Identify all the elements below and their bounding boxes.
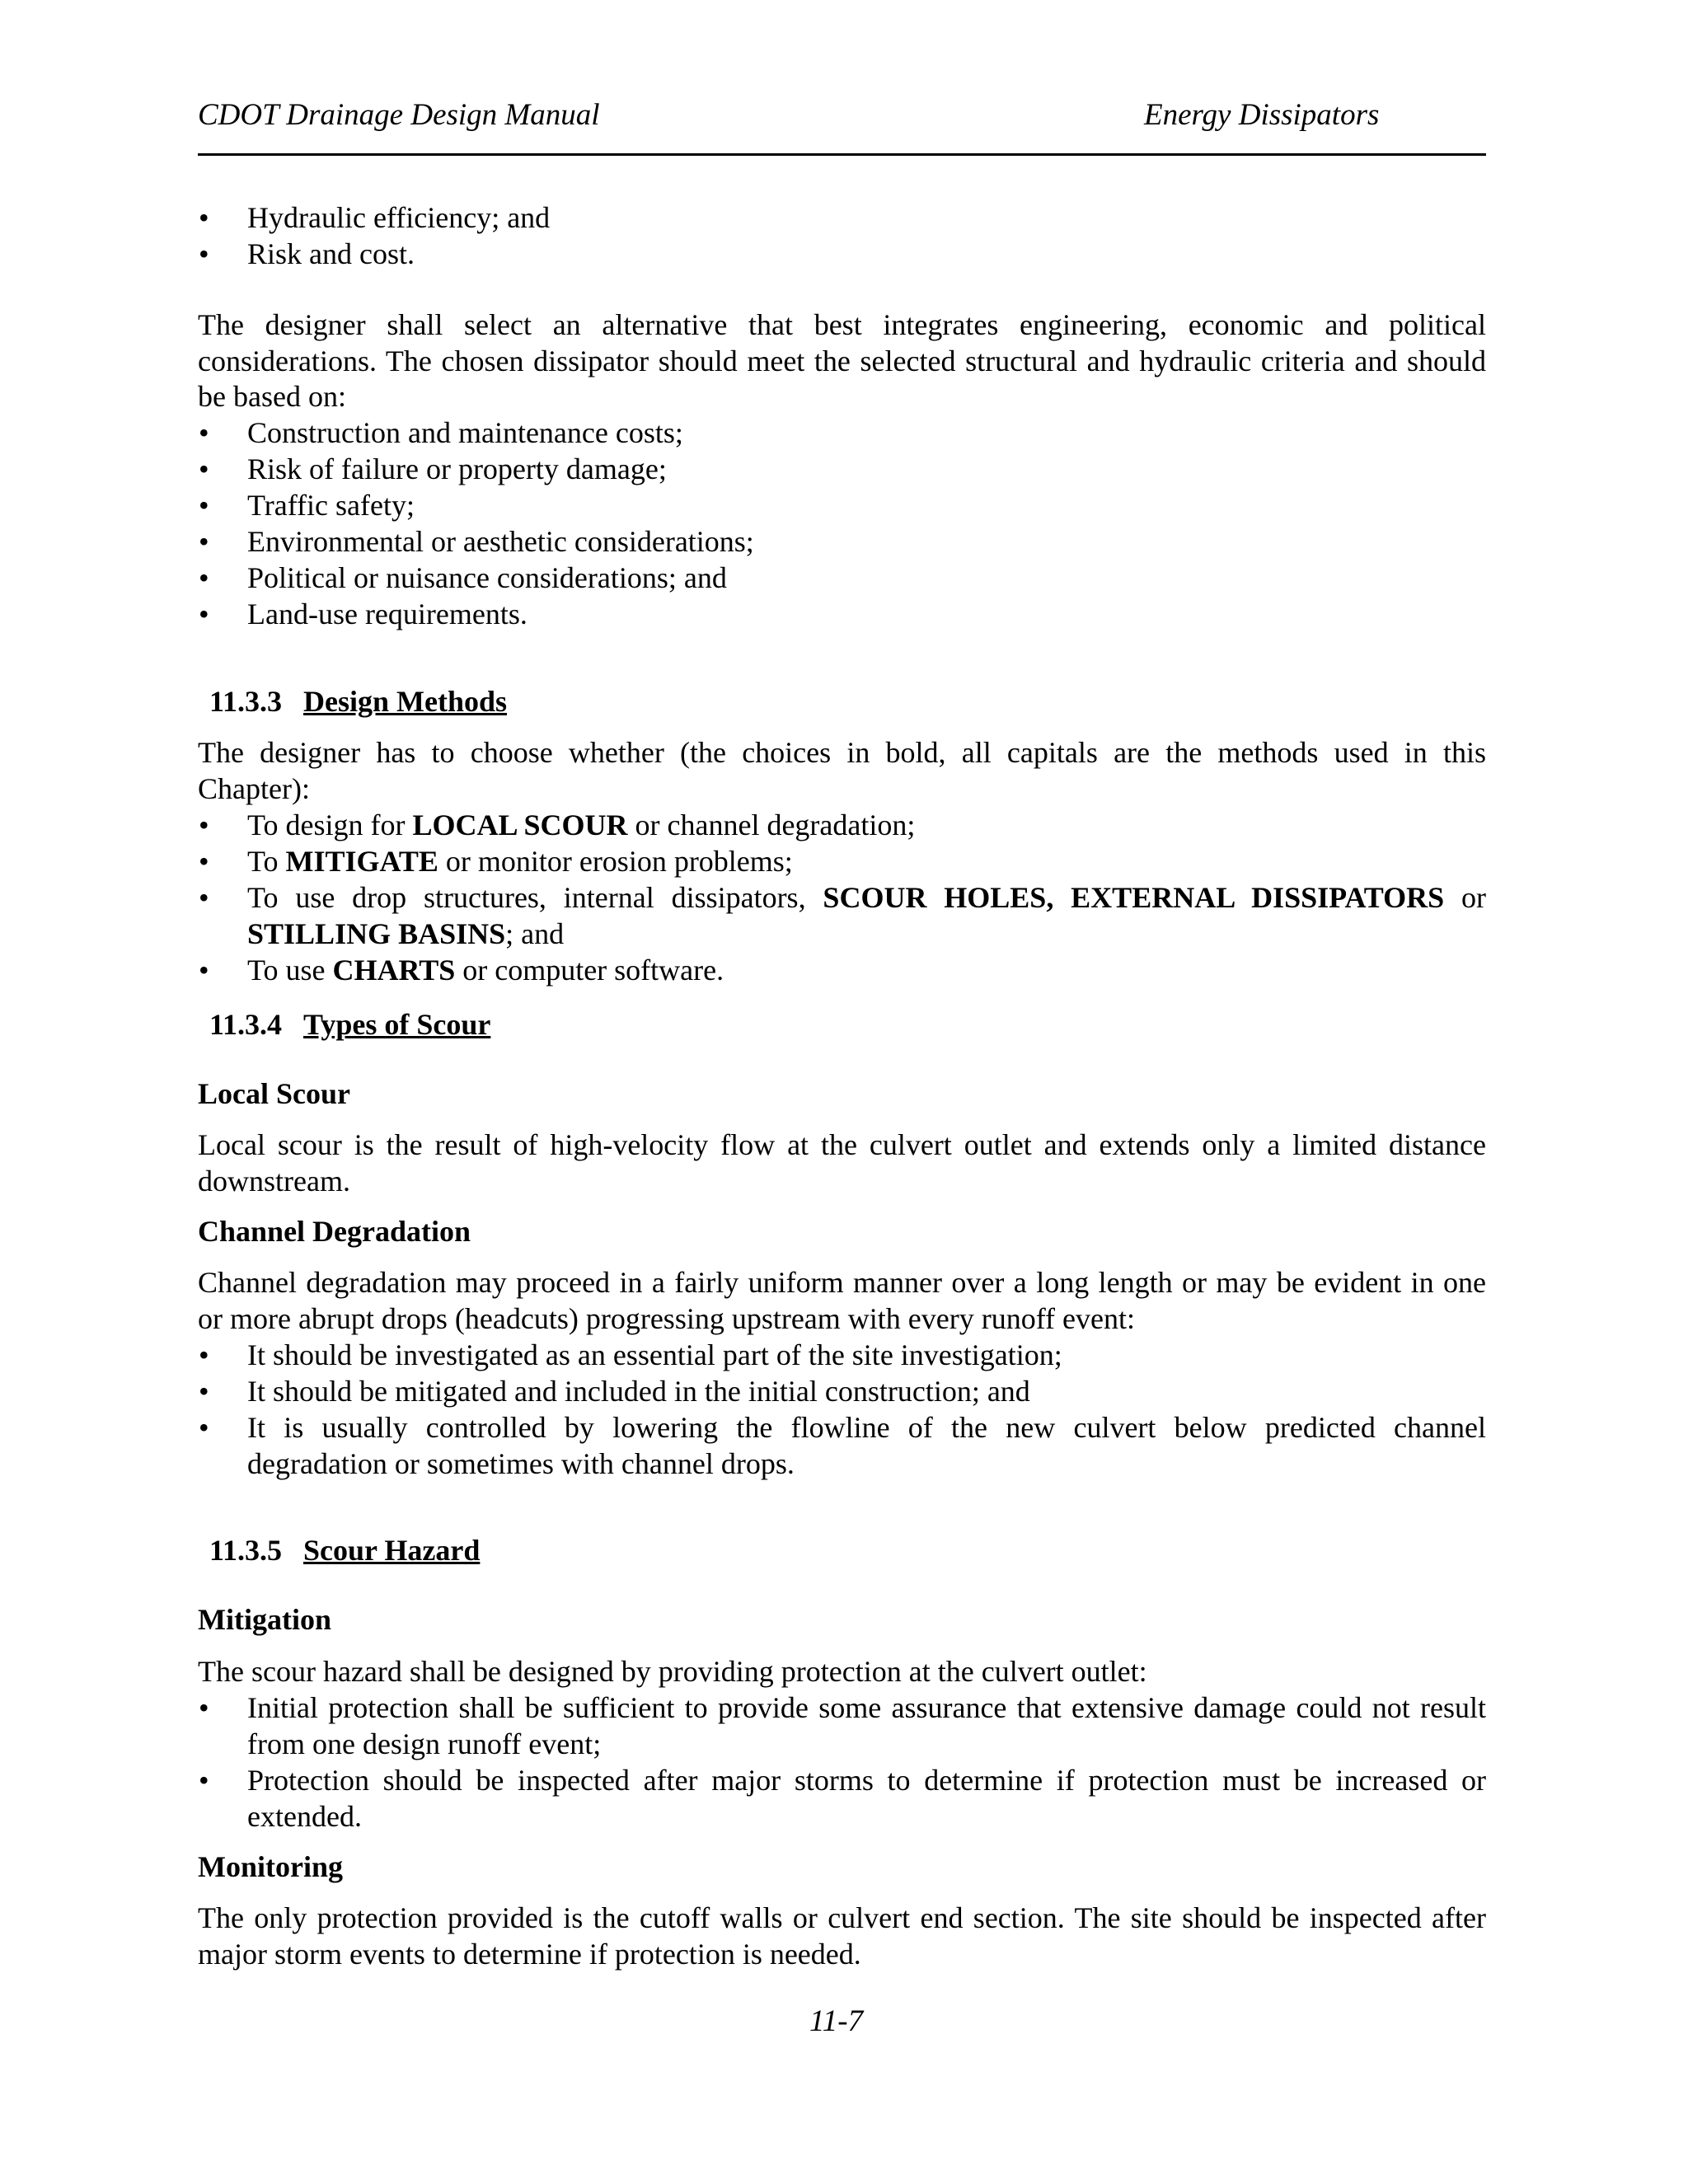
header-right: Energy Dissipators [1144,98,1380,132]
header-rule [198,153,1486,156]
bullet-icon: • [199,845,209,878]
paragraph-line: The scour hazard shall be designed by providing protection at the culvert outlet: [198,1655,1147,1688]
bullet-icon: • [199,808,209,841]
list-item: To use drop structures, internal dissipators, SCOUR HOLES, EXTERNAL DISSIPATORS or [247,881,1486,914]
list-item: Hydraulic efficiency; and [247,201,551,234]
list-item: It should be mitigated and included in the initial construction; and [247,1375,1030,1408]
list-item: It is usually controlled by lowering the flowline of the new culvert below predicted channel [247,1411,1486,1444]
subheading-mitigation: Mitigation [198,1603,331,1636]
list-item-continuation: extended. [247,1800,362,1833]
header-left: CDOT Drainage Design Manual [198,98,600,132]
section-heading-design-methods [209,683,507,719]
list-item: Protection should be inspected after major storms to determine if protection must be increased or [247,1764,1486,1797]
bullet-icon: • [199,881,209,914]
bullet-icon: • [199,201,209,234]
section-heading-scour-hazard [209,1532,480,1568]
bullet-icon: • [199,416,209,449]
bullet-icon: • [199,954,209,987]
list-item-continuation: STILLING BASINS; and [247,917,565,950]
list-item: Environmental or aesthetic considerations; [247,525,754,558]
list-item-continuation: degradation or sometimes with channel drops. [247,1447,795,1480]
paragraph-line: Local scour is the result of high-velocity flow at the culvert outlet and extends only a limited distance [198,1128,1486,1161]
section-number: 11.3.3 [209,685,283,718]
bullet-icon: • [199,489,209,522]
paragraph-line: Channel degradation may proceed in a fairly uniform manner over a long length or may be evident in one [198,1266,1486,1299]
list-item: It should be investigated as an essential part of the site investigation; [247,1338,1062,1371]
list-item: Risk and cost. [247,237,415,270]
list-item: Risk of failure or property damage; [247,452,667,485]
bullet-icon: • [199,561,209,594]
subheading-monitoring: Monitoring [198,1850,343,1883]
paragraph-line: be based on: [198,380,346,413]
paragraph-line: considerations. The chosen dissipator should meet the selected structural and hydraulic criteria and should [198,344,1486,377]
section-number: 11.3.5 [209,1534,283,1567]
bullet-icon: • [199,1375,209,1408]
paragraph-line: Chapter): [198,772,310,805]
paragraph-line: or more abrupt drops (headcuts) progressing upstream with every runoff event: [198,1302,1136,1335]
list-item: Land-use requirements. [247,598,528,630]
bullet-icon: • [199,1338,209,1371]
section-title: Design Methods [303,685,508,718]
list-item: Initial protection shall be sufficient to provide some assurance that extensive damage could not result [247,1691,1486,1724]
bullet-icon: • [199,525,209,558]
list-item: Traffic safety; [247,489,415,522]
paragraph-line: The only protection provided is the cutoff walls or culvert end section. The site should be inspected after [198,1901,1486,1934]
list-item: To use CHARTS or computer software. [247,954,724,987]
list-item: To design for LOCAL SCOUR or channel degradation; [247,808,916,841]
list-item: Political or nuisance considerations; and [247,561,727,594]
paragraph-line: The designer has to choose whether (the choices in bold, all capitals are the methods used in this [198,736,1486,769]
paragraph-line: major storm events to determine if protection is needed. [198,1938,861,1971]
list-item: Construction and maintenance costs; [247,416,683,449]
bullet-icon: • [199,1764,209,1797]
bullet-icon: • [199,1691,209,1724]
paragraph-line: The designer shall select an alternative that best integrates engineering, economic and political [198,308,1486,341]
section-number: 11.3.4 [209,1008,283,1041]
bullet-icon: • [199,598,209,630]
bullet-icon: • [199,452,209,485]
list-item-continuation: from one design runoff event; [247,1727,602,1760]
paragraph-line: downstream. [198,1165,350,1197]
page-number: 11-7 [809,2004,864,2038]
list-item: To MITIGATE or monitor erosion problems; [247,845,793,878]
subheading-channel-degradation: Channel Degradation [198,1215,471,1248]
section-title: Types of Scour [303,1008,491,1041]
bullet-icon: • [199,237,209,270]
section-title: Scour Hazard [303,1534,481,1567]
bullet-icon: • [199,1411,209,1444]
subheading-local-scour: Local Scour [198,1077,350,1110]
section-heading-types-of-scour [209,1006,490,1043]
